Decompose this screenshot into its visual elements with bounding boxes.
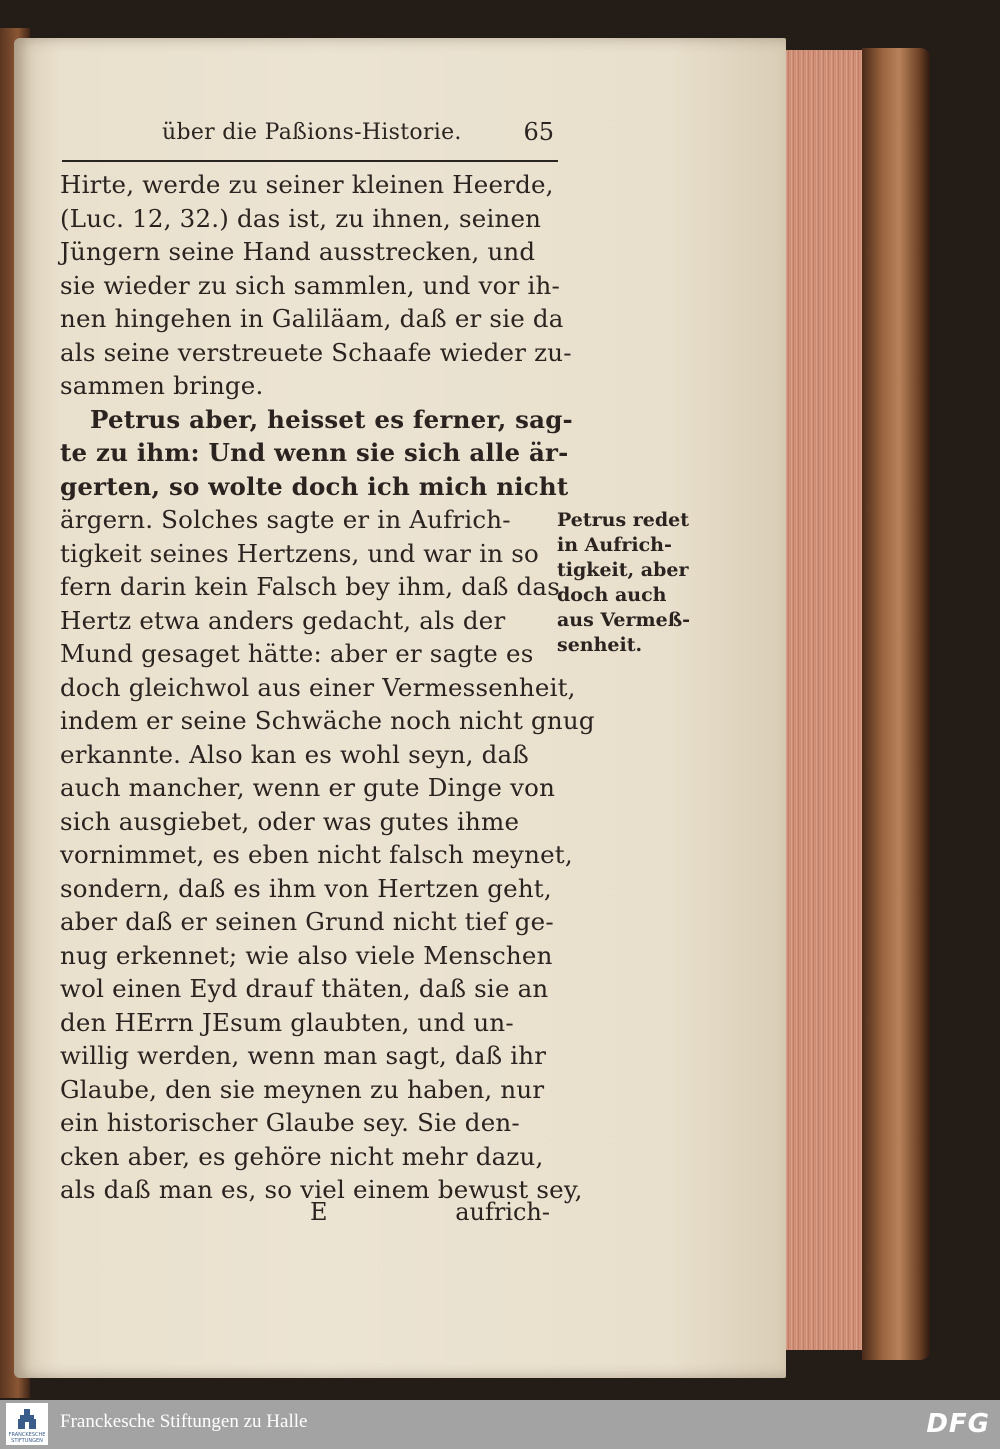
text-line: Hertz etwa anders gedacht, als der (60, 605, 506, 635)
body-text (60, 168, 595, 1207)
text-line: als daß man es, so viel einem bewust sey, (60, 1175, 583, 1204)
text-line: vornimmet, es eben nicht falsch meynet, (60, 840, 573, 869)
text-line: (Luc. 12, 32.) das ist, zu ihnen, seinen (60, 203, 542, 233)
text-line: te zu ihm: Und wenn sie sich alle är- (60, 438, 569, 467)
text-line: willig werden, wenn man sagt, daß ihr (60, 1041, 547, 1070)
text-line: ärgern. Solches sagte er in Aufrich- (60, 505, 511, 534)
text-line: Mund gesaget hätte: aber er sagte es (60, 639, 534, 668)
margin-note-line: Petrus redet (557, 509, 690, 531)
margin-note-line: aus Vermeß- (557, 609, 691, 631)
text-line: doch gleichwol aus einer Vermessenheit, (60, 672, 576, 702)
text-line: wol einen Eyd drauf thäten, daß sie an (60, 974, 549, 1003)
text-line: Jüngern seine Hand ausstrecken, und (60, 237, 536, 266)
text-line: sich ausgiebet, oder was gutes ihme (60, 806, 520, 836)
text-line: fern darin kein Falsch bey ihm, daß das (60, 572, 560, 601)
catchword: aufrich- (455, 1198, 550, 1226)
running-title: über die Paßions-Historie. (162, 120, 462, 145)
signature-mark: E (310, 1198, 328, 1226)
text-line: Petrus aber, heisset es ferner, sag- (90, 404, 573, 434)
franckesche-logo[interactable] (6, 1403, 48, 1445)
text-line: Glaube, den sie meynen zu haben, nur (60, 1074, 545, 1104)
text-line: als seine verstreuete Schaafe wieder zu- (60, 337, 572, 367)
page-header (62, 112, 558, 162)
text-line: cken aber, es gehöre nicht mehr dazu, (60, 1141, 544, 1171)
text-line: nen hingehen in Galiläam, daß er sie da (60, 304, 564, 333)
text-line: nug erkennet; wie also viele Menschen (60, 940, 553, 970)
text-line: indem er seine Schwäche noch nicht gnug (60, 706, 595, 735)
footer-label[interactable]: Franckesche Stiftungen zu Halle (60, 1411, 308, 1432)
text-line: sammen bringe. (60, 371, 264, 400)
text-line: Hirte, werde zu seiner kleinen Heerde, (60, 170, 554, 199)
text-line: aber daß er seinen Grund nicht tief ge- (60, 907, 554, 936)
margin-note-line: senheit. (557, 634, 643, 656)
page-number: 65 (523, 118, 554, 146)
text-line: ein historischer Glaube sey. Sie den- (60, 1108, 520, 1137)
text-line: den HErrn JEsum glaubten, und un- (60, 1007, 514, 1037)
text-line: sondern, daß es ihm von Hertzen geht, (60, 873, 552, 903)
logo-text: FRANCKESCHE STIFTUNGEN (8, 1432, 46, 1444)
text-line: auch mancher, wenn er gute Dinge von (60, 773, 556, 802)
margin-note (557, 508, 707, 658)
footer-bar (0, 1400, 1000, 1449)
margin-note-line: in Aufrich- (557, 534, 672, 556)
margin-note-line: tigkeit, aber (557, 559, 689, 581)
text-line: sie wieder zu sich sammlen, und vor ih- (60, 270, 561, 300)
catchword-line (310, 1198, 550, 1234)
right-cover-edge (862, 48, 930, 1360)
text-line: erkannte. Also kan es wohl seyn, daß (60, 739, 529, 769)
text-line: gerten, so wolte doch ich mich nicht (60, 471, 569, 501)
text-line: tigkeit seines Hertzens, und war in so (60, 538, 539, 568)
dfg-logo[interactable]: DFG (926, 1409, 990, 1439)
margin-note-line: doch auch (557, 584, 667, 606)
building-icon (16, 1407, 38, 1431)
